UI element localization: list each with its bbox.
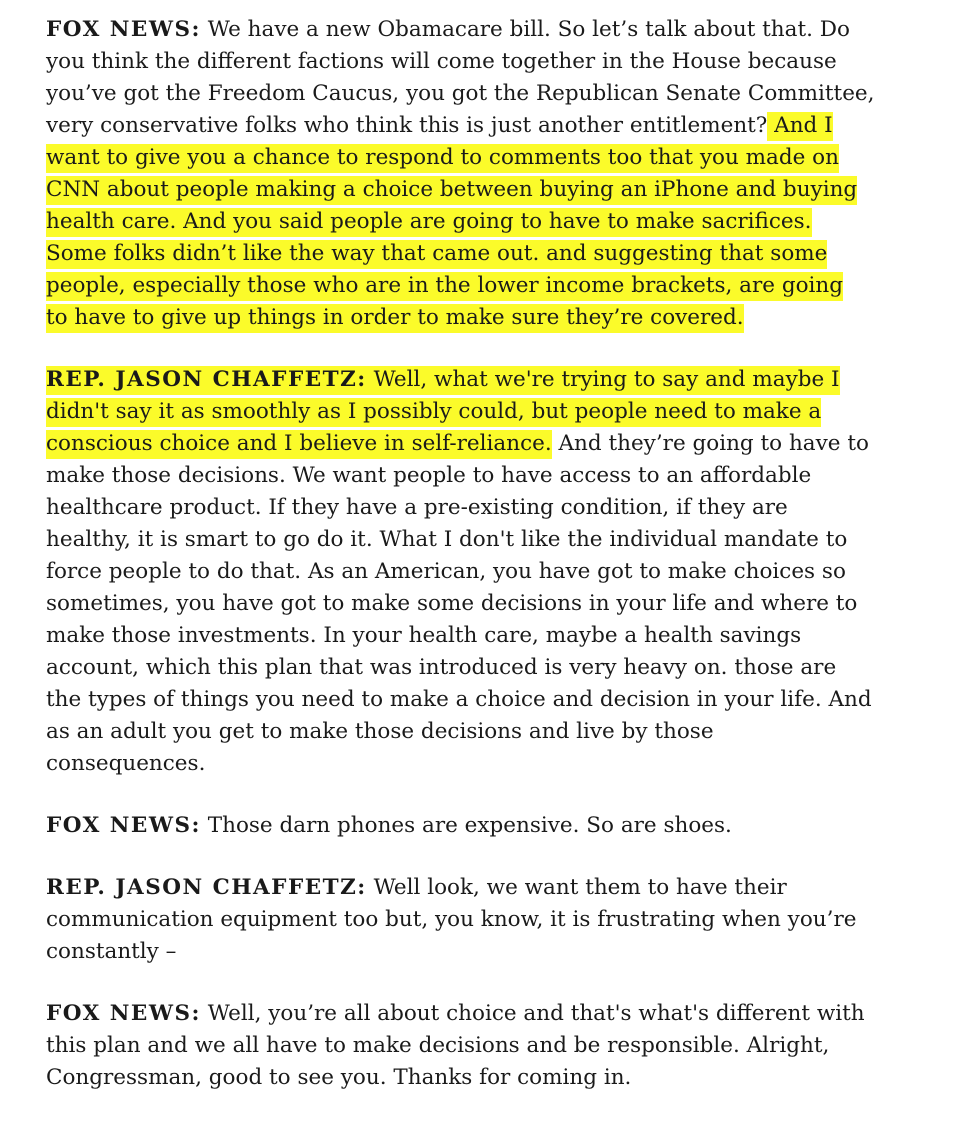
line-text: very conservative folks who think this is just another entitlement? <box>46 113 768 138</box>
paragraph-fox-news-2 <box>46 810 940 842</box>
line <box>46 174 940 206</box>
paragraph-chaffetz-2 <box>46 872 940 968</box>
highlighted-text: didn't say it as smoothly as I possibly could, but people need to make a <box>46 398 821 427</box>
line <box>46 302 940 334</box>
line <box>46 110 940 142</box>
highlighted-text: health care. And you said people are going to have to make sacrifices. <box>46 208 812 237</box>
line: this plan and we all have to make decisions and be responsible. Alright, <box>46 1033 830 1058</box>
line <box>46 238 940 270</box>
line <box>46 270 940 302</box>
line: you think the different factions will come together in the House because <box>46 49 837 74</box>
line: constantly – <box>46 939 177 964</box>
line-text: And they’re going to have to <box>551 431 869 456</box>
highlighted-text: CNN about people making a choice between buying an iPhone and buying <box>46 176 857 205</box>
speaker-label: REP. JASON CHAFFETZ: <box>46 875 367 900</box>
line: force people to do that. As an American, you have got to make choices so <box>46 559 846 584</box>
line: you’ve got the Freedom Caucus, you got the Republican Senate Committee, <box>46 81 875 106</box>
highlighted-text: people, especially those who are in the lower income brackets, are going <box>46 272 843 301</box>
line <box>46 14 940 46</box>
speaker-label: FOX NEWS: <box>46 813 201 838</box>
line: communication equipment too but, you know, it is frustrating when you’re <box>46 907 857 932</box>
highlighted-text: And I <box>767 112 832 141</box>
line <box>46 998 940 1030</box>
line-text: Well look, we want them to have their <box>366 875 787 900</box>
line: make those decisions. We want people to have access to an affordable <box>46 463 812 488</box>
line <box>46 872 940 904</box>
line: as an adult you get to make those decisions and live by those <box>46 719 714 744</box>
line <box>46 142 940 174</box>
line-text: We have a new Obamacare bill. So let’s talk about that. Do <box>200 17 850 42</box>
line-text: Well, what we're trying to say and maybe I <box>366 367 840 392</box>
line: make those investments. In your health care, maybe a health savings <box>46 623 802 648</box>
highlighted-text <box>46 366 840 395</box>
line: Congressman, good to see you. Thanks for coming in. <box>46 1065 632 1090</box>
line-text: Those darn phones are expensive. So are shoes. <box>200 813 732 838</box>
line: healthcare product. If they have a pre-existing condition, if they are <box>46 495 788 520</box>
line-text: Well, you’re all about choice and that's what's different with <box>200 1001 865 1026</box>
line: consequences. <box>46 751 206 776</box>
line <box>46 810 940 842</box>
speaker-label: FOX NEWS: <box>46 17 201 42</box>
line <box>46 364 940 396</box>
line: healthy, it is smart to go do it. What I don't like the individual mandate to <box>46 527 848 552</box>
line: account, which this plan that was introduced is very heavy on. those are <box>46 655 837 680</box>
speaker-label: FOX NEWS: <box>46 1001 201 1026</box>
speaker-label: REP. JASON CHAFFETZ: <box>46 367 367 392</box>
line: the types of things you need to make a choice and decision in your life. And <box>46 687 872 712</box>
highlighted-text: want to give you a chance to respond to comments too that you made on <box>46 144 839 173</box>
paragraph-chaffetz-1 <box>46 364 940 780</box>
highlighted-text: conscious choice and I believe in self-reliance. <box>46 430 552 459</box>
line <box>46 428 940 460</box>
paragraph-fox-news-3 <box>46 998 940 1094</box>
highlighted-text: to have to give up things in order to make sure they’re covered. <box>46 304 744 333</box>
line <box>46 396 940 428</box>
highlighted-text: Some folks didn’t like the way that came out. and suggesting that some <box>46 240 827 269</box>
paragraph-fox-news-1 <box>46 14 940 334</box>
line: sometimes, you have got to make some decisions in your life and where to <box>46 591 858 616</box>
line <box>46 206 940 238</box>
